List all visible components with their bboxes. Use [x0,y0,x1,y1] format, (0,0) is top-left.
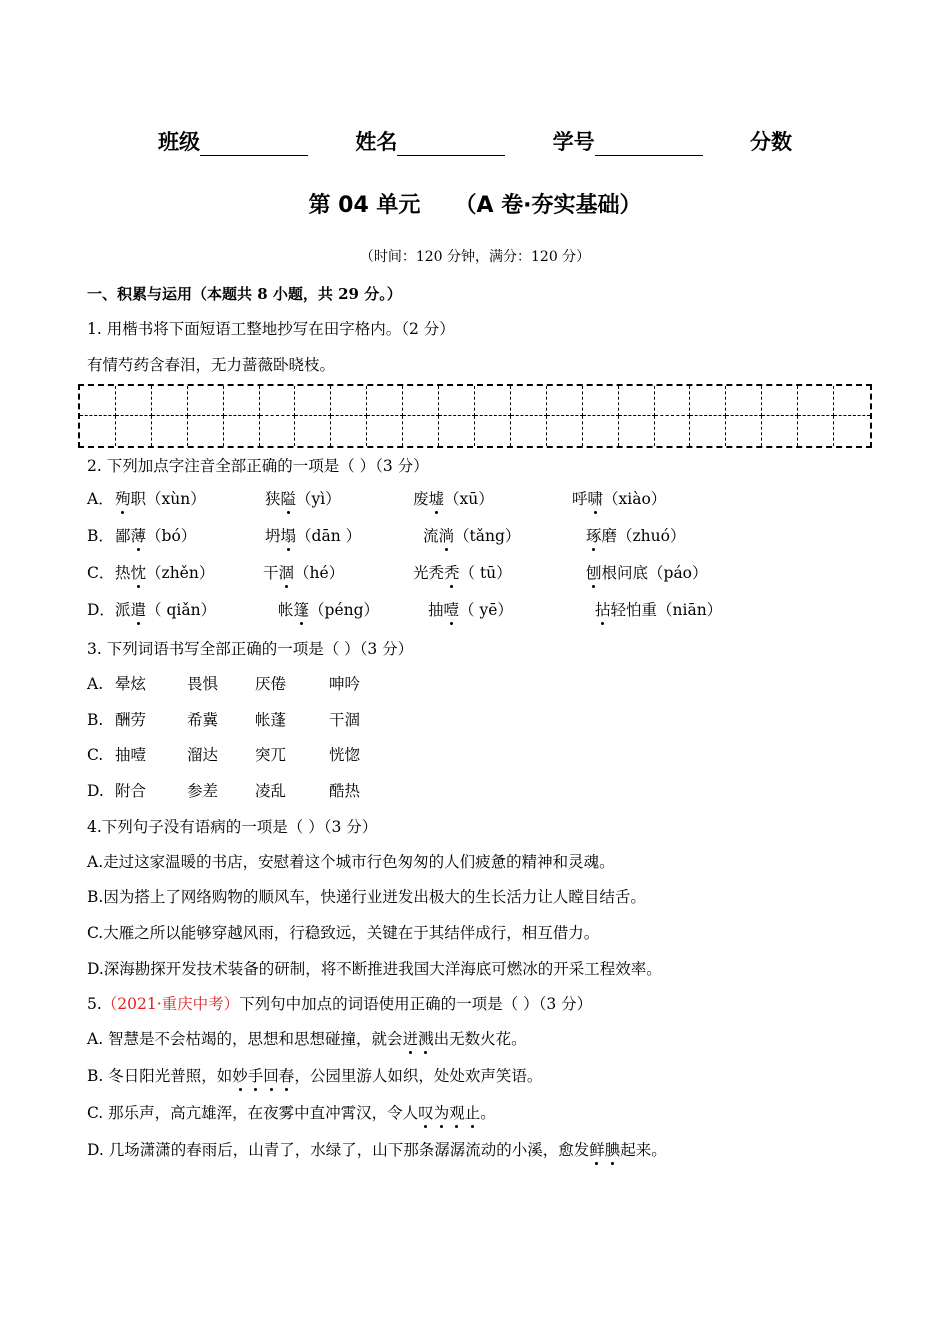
word: 酷热 [329,782,361,800]
id-field [553,126,703,156]
q2-b-item-2: 坍塌（dān ） [265,524,361,546]
q2-option-b[interactable] [87,524,114,546]
word: 干涸 [329,711,361,729]
q3-prompt: 3. 下列词语书写全部正确的一项是（ ）（3 分） [87,640,414,658]
q4-option-c[interactable]: C.大雁之所以能够穿越风雨，行稳致远，关键在于其结伴成行，相互借力。 [87,924,600,942]
grid-cell[interactable] [619,386,655,416]
q4-option-a[interactable]: A.走过这家温暖的书店，安慰着这个城市行色匆匆的人们疲惫的精神和灵魂。 [87,853,615,871]
word: 溜达 [187,746,219,764]
grid-cell[interactable] [762,416,798,446]
word: 呻吟 [329,675,361,693]
grid-cell[interactable] [331,416,367,446]
grid-cell[interactable] [116,416,152,446]
q2-d-item-3: 抽噎（ yē） [428,598,513,620]
exam-time-info: （时间：120 分钟，满分：120 分） [359,249,591,265]
q2-c-item-1: 热忱（zhěn） [115,561,214,583]
word: 参差 [187,782,219,800]
grid-cell[interactable] [619,416,655,446]
grid-cell[interactable] [295,386,331,416]
q2-c-item-4: 刨根问底（páo） [586,561,708,583]
q5-number: 5. [87,995,102,1013]
q2-option-d[interactable] [87,598,115,620]
q4-prompt: 4.下列句子没有语病的一项是（ ）（3 分） [87,818,378,836]
id-label: 学号 [552,130,595,154]
q2-prompt: 2. 下列加点字注音全部正确的一项是（ ）（3 分） [87,457,429,475]
grid-cell[interactable] [439,416,475,446]
word: 抽噎 [115,746,147,764]
grid-cell[interactable] [367,386,403,416]
q5-question: 下列句中加点的词语使用正确的一项是（ ）（3 分） [239,995,593,1013]
grid-cell[interactable] [726,386,762,416]
word: 酬劳 [115,711,147,729]
grid-cell[interactable] [152,386,188,416]
q1-text: 有情芍药含春泪，无力蔷薇卧晓枝。 [87,356,336,374]
q2-d-item-2: 帐篷（péng） [278,598,379,620]
class-field [158,126,308,156]
grid-cell[interactable] [547,416,583,446]
q2-b-item-4: 琢磨（zhuó） [586,524,685,546]
grid-cell[interactable] [403,386,439,416]
grid-cell[interactable] [583,416,619,446]
grid-cell[interactable] [583,386,619,416]
grid-cell[interactable] [690,386,726,416]
q5-option-b[interactable]: B. 冬日阳光普照，如妙手回春，公园里游人如织，处处欢声笑语。 [87,1064,542,1086]
grid-cell[interactable] [403,416,439,446]
q1-prompt: 1. 用楷书将下面短语工整地抄写在田字格内。（2 分） [87,320,455,338]
name-field [355,126,505,156]
word: 突兀 [255,746,287,764]
word: 附合 [115,782,147,800]
grid-cell[interactable] [798,416,834,446]
grid-cell[interactable] [439,386,475,416]
grid-cell[interactable] [690,416,726,446]
grid-cell[interactable] [224,386,260,416]
grid-cell[interactable] [798,386,834,416]
q2-a-item-2: 狭隘（yì） [265,487,341,509]
grid-cell[interactable] [152,416,188,446]
option-label: D． [87,601,115,619]
grid-cell[interactable] [295,416,331,446]
student-info-header [0,126,950,156]
q2-c-item-2: 干涸（hé） [263,561,344,583]
grid-cell[interactable] [260,416,296,446]
q2-option-a[interactable] [87,487,114,509]
option-label: B． [87,527,114,545]
q2-d-item-4: 拈轻怕重（niān） [595,598,722,620]
q2-a-item-4: 呼啸（xiào） [572,487,666,509]
grid-cell[interactable] [834,416,870,446]
q2-d-item-1: 派遣（ qiǎn） [115,598,216,620]
word: 帐蓬 [255,711,287,729]
q5-option-c[interactable]: C. 那乐声，高亢雄浑，在夜雾中直冲霄汉，令人叹为观止。 [87,1101,496,1123]
q2-a-item-1: 殉职（xùn） [115,487,206,509]
grid-cell[interactable] [80,386,116,416]
q5-source: （2021·重庆中考） [101,995,240,1013]
grid-cell[interactable] [762,386,798,416]
score-field [750,126,792,156]
word: 晕炫 [115,675,147,693]
q2-a-item-3: 废墟（xū） [413,487,494,509]
word: 厌倦 [255,675,287,693]
grid-cell[interactable] [116,386,152,416]
word: 恍惚 [329,746,361,764]
grid-cell[interactable] [188,386,224,416]
grid-cell[interactable] [511,416,547,446]
q2-b-item-3: 流淌（tǎng） [423,524,520,546]
q4-option-d[interactable]: D.深海勘探开发技术装备的研制，将不断推进我国大洋海底可燃冰的开采工程效率。 [87,960,662,978]
edition-title: （A 卷·夯实基础） [454,193,642,218]
q5-option-d[interactable]: D. 几场潇潇的春雨后，山青了，水绿了，山下那条潺潺流动的小溪，愈发鲜腆起来。 [87,1138,667,1160]
name-blank[interactable] [397,135,505,156]
grid-cell[interactable] [511,386,547,416]
page-title [0,188,950,219]
q3-option-a[interactable] [87,672,360,694]
grid-cell[interactable] [367,416,403,446]
grid-cell[interactable] [224,416,260,446]
grid-cell[interactable] [260,386,296,416]
grid-cell[interactable] [655,416,691,446]
q2-b-item-1: 鄙薄（bó） [115,524,196,546]
word: 凌乱 [255,782,287,800]
option-label: A. [87,675,104,693]
q4-option-b[interactable]: B.因为搭上了网络购物的顺风车，快递行业迸发出极大的生长活力让人瞠目结舌。 [87,888,646,906]
class-label: 班级 [158,130,201,154]
word: 畏惧 [187,675,219,693]
grid-cell[interactable] [547,386,583,416]
grid-cell[interactable] [655,386,691,416]
q2-c-item-3: 光秃秃（ tū） [413,561,512,583]
unit-title: 第 04 单元 [308,193,421,218]
section-heading: 一、积累与运用（本题共 8 小题，共 29 分。） [87,285,402,303]
option-label: C． [87,564,115,582]
option-label: C. [87,746,104,764]
tianzige-grid[interactable] [78,384,872,448]
score-label: 分数 [749,130,792,154]
grid-cell[interactable] [331,386,367,416]
grid-cell[interactable] [475,386,511,416]
grid-cell[interactable] [726,416,762,446]
grid-cell[interactable] [80,416,116,446]
grid-cell[interactable] [188,416,224,446]
id-blank[interactable] [595,135,703,156]
q5-option-a[interactable]: A. 智慧是不会枯竭的，思想和思想碰撞，就会迸溅出无数火花。 [87,1027,527,1049]
option-label: A． [87,490,114,508]
grid-cell[interactable] [475,416,511,446]
q3-option-d[interactable] [87,779,360,801]
class-blank[interactable] [200,135,308,156]
option-label: B. [87,711,104,729]
q2-option-c[interactable] [87,561,114,583]
word: 希冀 [187,711,219,729]
name-label: 姓名 [355,130,398,154]
q3-option-c[interactable] [87,743,360,765]
grid-cell[interactable] [834,386,870,416]
q5-prompt [87,992,592,1014]
option-label: D. [87,782,104,800]
q3-option-b[interactable] [87,708,360,730]
